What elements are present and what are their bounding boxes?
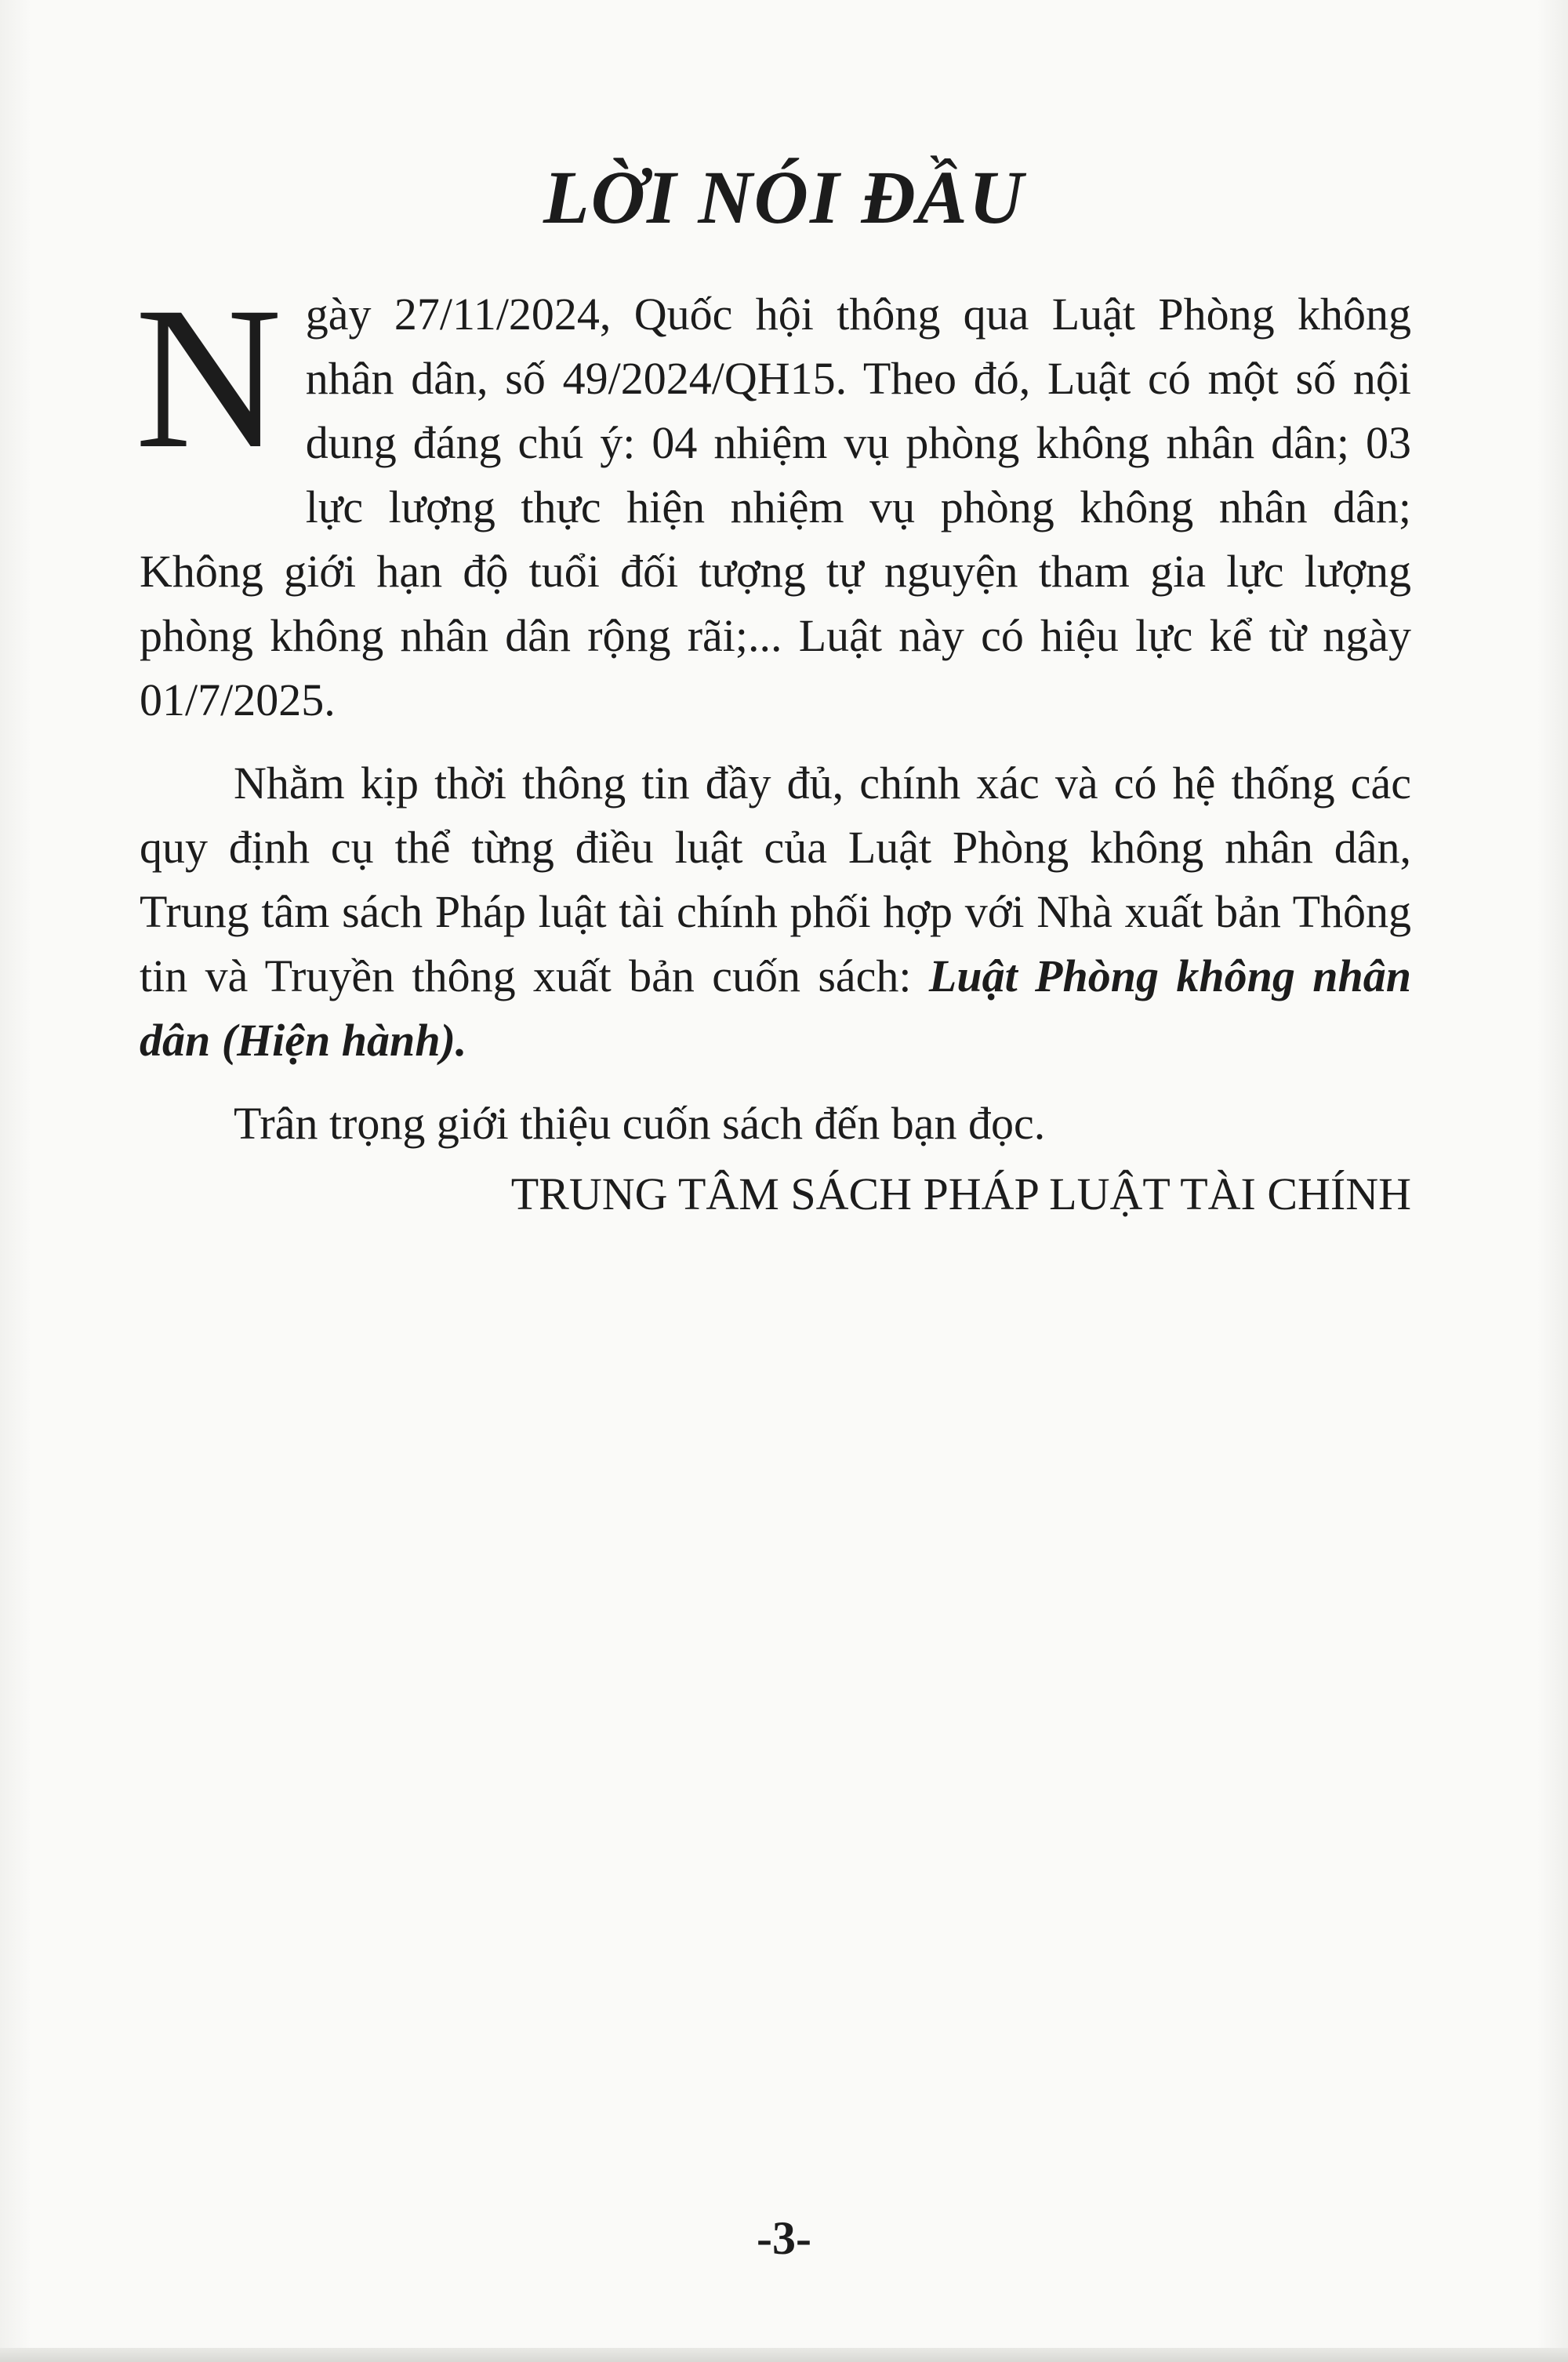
page-number: -3- [757, 2212, 811, 2264]
publisher-signature: TRUNG TÂM SÁCH PHÁP LUẬT TÀI CHÍNH [510, 1168, 1411, 1219]
book-title: Luật Phòng không nhân dân (Hiện hành). [140, 950, 1411, 1066]
page-title: LỜI NÓI ĐẦU [543, 155, 1025, 239]
paragraph-1-text: gày 27/11/2024, Quốc hội thông qua Luật Phòng không nhân dân, số 49/2024/QH15. Theo đó, Luật có một số nội dung đáng chú ý: 04 nhiệm vụ phòng không nhân dân; 03 lực lượng thực hiện nhiệm vụ phòng không nhân dân; Không giới hạn độ tuổi đối tượng tự nguyện tham gia lực lượng phòng không nhân dân rộng rãi;... Luật này có hiệu lực kể từ ngày 01/7/2025. [140, 289, 1411, 725]
preface-body [135, 265, 1411, 1156]
paragraph-2-text: Nhằm kịp thời thông tin đầy đủ, chính xác và có hệ thống các quy định cụ thể từng điều luật của Luật Phòng không nhân dân, Trung tâm sách Pháp luật tài chính phối hợp với Nhà xuất bản Thông tin và Truyền thông xuất bản cuốn sách: [140, 758, 1411, 1001]
preface-paragraph-1 [135, 265, 1411, 732]
preface-paragraph-3: Trân trọng giới thiệu cuốn sách đến bạn đọc. [234, 1098, 1046, 1149]
preface-paragraph-2 [140, 751, 1411, 1073]
page-bottom-edge [0, 2348, 1568, 2362]
drop-cap-letter: N [135, 265, 282, 491]
